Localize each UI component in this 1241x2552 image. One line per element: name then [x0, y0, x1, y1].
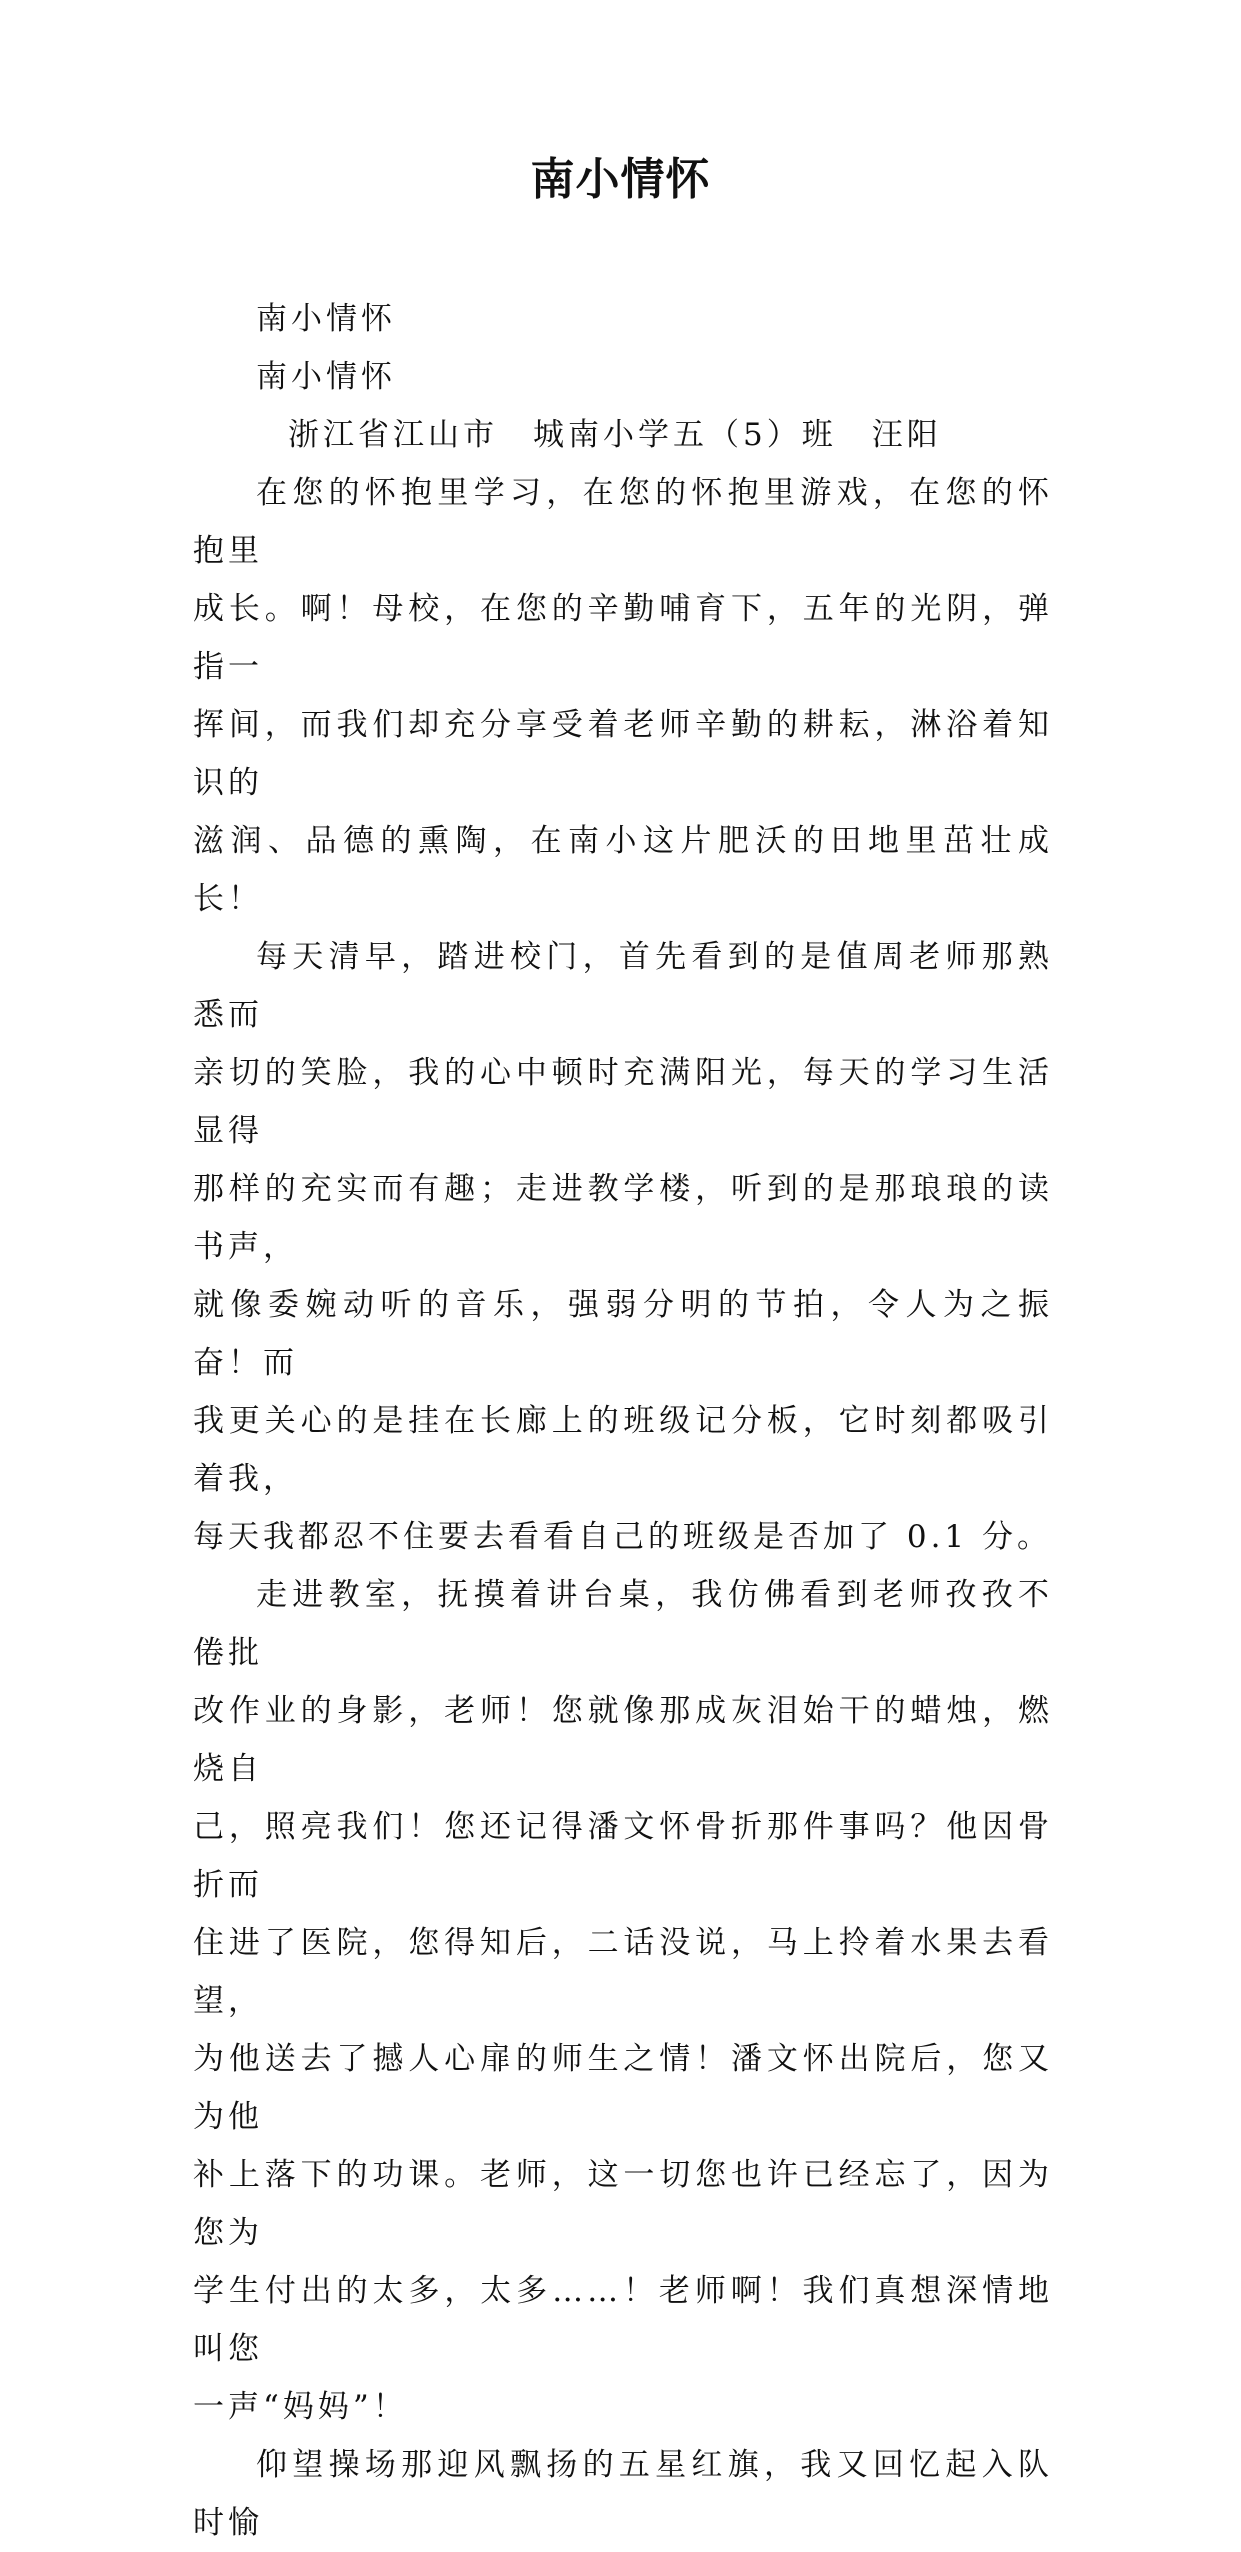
document-body [193, 290, 1053, 2552]
heading-line: 南小情怀 [256, 359, 396, 395]
byline: 浙江省江山市 城南小学五（5）班 汪阳 [288, 417, 942, 453]
paragraph: 仰望操场那迎风飘扬的五星红旗，我又回忆起入队时愉 [193, 2447, 1053, 2541]
paragraph: 走进教室，抚摸着讲台桌，我仿佛看到老师孜孜不倦批 改作业的身影，老师！您就像那成灰泪始干的蜡烛，燃烧自 己，照亮我们！您还记得潘文怀骨折那件事吗？他因骨折而 住进了医院，您得知后，二话没说，马上拎着水果去看望， 为他送去了撼人心扉的师生之情！潘文怀出院后，您又为他 补上落下的功课。老师，这一切您也许已经忘了，因为您为 学生付出的太多，太多……！老师啊！我们真想深情地叫您 一声“妈妈”！ [193, 1577, 1053, 2425]
document-title: 南小情怀 [530, 154, 711, 205]
paragraph: 每天清早，踏进校门，首先看到的是值周老师那熟悉而 亲切的笑脸，我的心中顿时充满阳光，每天的学习生活显得 那样的充实而有趣；走进教学楼，听到的是那琅琅的读书声， 就像委婉动听的音乐，强弱分明的节拍，令人为之振奋！而 我更关心的是挂在长廊上的班级记分板，它时刻都吸引着我， 每天我都忍不住要去看看自己的班级是否加了 0.1 分。 [193, 939, 1053, 1555]
paragraph: 在您的怀抱里学习，在您的怀抱里游戏，在您的怀抱里 成长。啊！母校，在您的辛勤哺育下，五年的光阴，弹指一 挥间，而我们却充分享受着老师辛勤的耕耘，淋浴着知识的 滋润、品德的熏陶，在南小这片肥沃的田地里茁壮成长！ [193, 475, 1053, 917]
heading-line: 南小情怀 [256, 301, 396, 337]
